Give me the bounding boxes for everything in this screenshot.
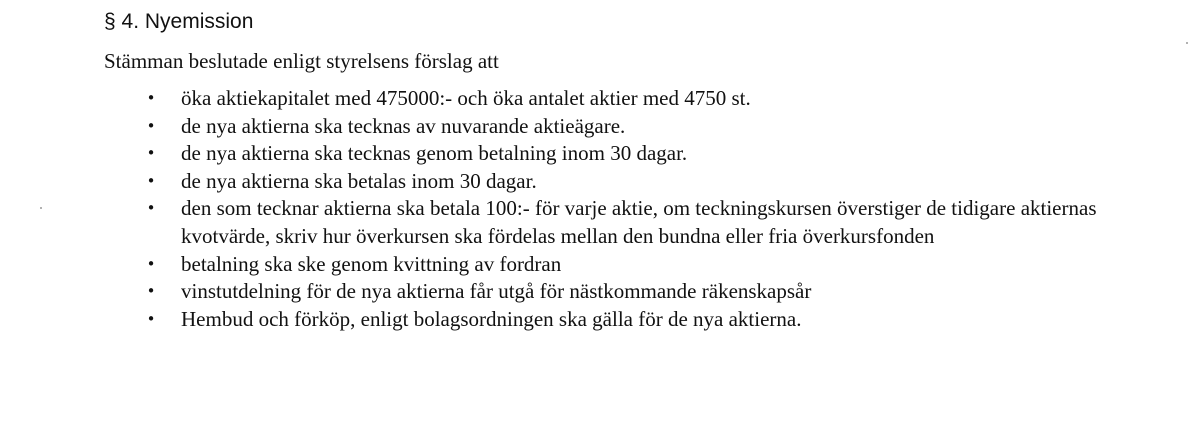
list-item-text: de nya aktierna ska tecknas genom betalning inom 30 dagar. [181,141,688,166]
list-item-text: de nya aktierna ska betalas inom 30 dagar. [181,168,537,193]
list-item [0,195,1200,250]
list-item [0,168,1200,196]
list-item-text: Hembud och förköp, enligt bolagsordningen ska gälla för de nya aktierna. [181,306,802,331]
list-item [0,306,1200,334]
list-item-text: den som tecknar aktierna ska betala 100:- för varje aktie, om teckningskursen överstiger de tidigare aktiernas kvotvärde, skriv hur överkursen ska fördelas mellan den bundna eller fria överkursfonden [181,196,1097,248]
bullet-icon: • [146,89,156,107]
intro-paragraph: Stämman beslutade enligt styrelsens förslag att [104,49,499,73]
list-item [0,251,1200,279]
list-item [0,113,1200,141]
scan-speck [1186,42,1188,44]
list-item-text: de nya aktierna ska tecknas av nuvarande aktieägare. [181,113,626,138]
bullet-icon: • [146,282,156,301]
scan-speck [40,207,42,209]
list-item [0,278,1200,306]
decision-list [0,85,1200,333]
list-item [0,140,1200,168]
list-item [0,85,1200,113]
bullet-icon: • [146,199,156,218]
list-item-text: öka aktiekapitalet med 475000:- och öka antalet aktier med 4750 st. [181,86,751,110]
bullet-icon: • [146,254,156,273]
bullet-icon: • [146,171,156,190]
list-item-text: betalning ska ske genom kvittning av fordran [181,251,562,276]
section-heading: § 4. Nyemission [104,10,254,33]
list-item-text: vinstutdelning för de nya aktierna får utgå för nästkommande räkenskapsår [181,279,812,304]
bullet-icon: • [146,309,156,328]
bullet-icon: • [146,116,156,135]
bullet-icon: • [146,144,156,163]
